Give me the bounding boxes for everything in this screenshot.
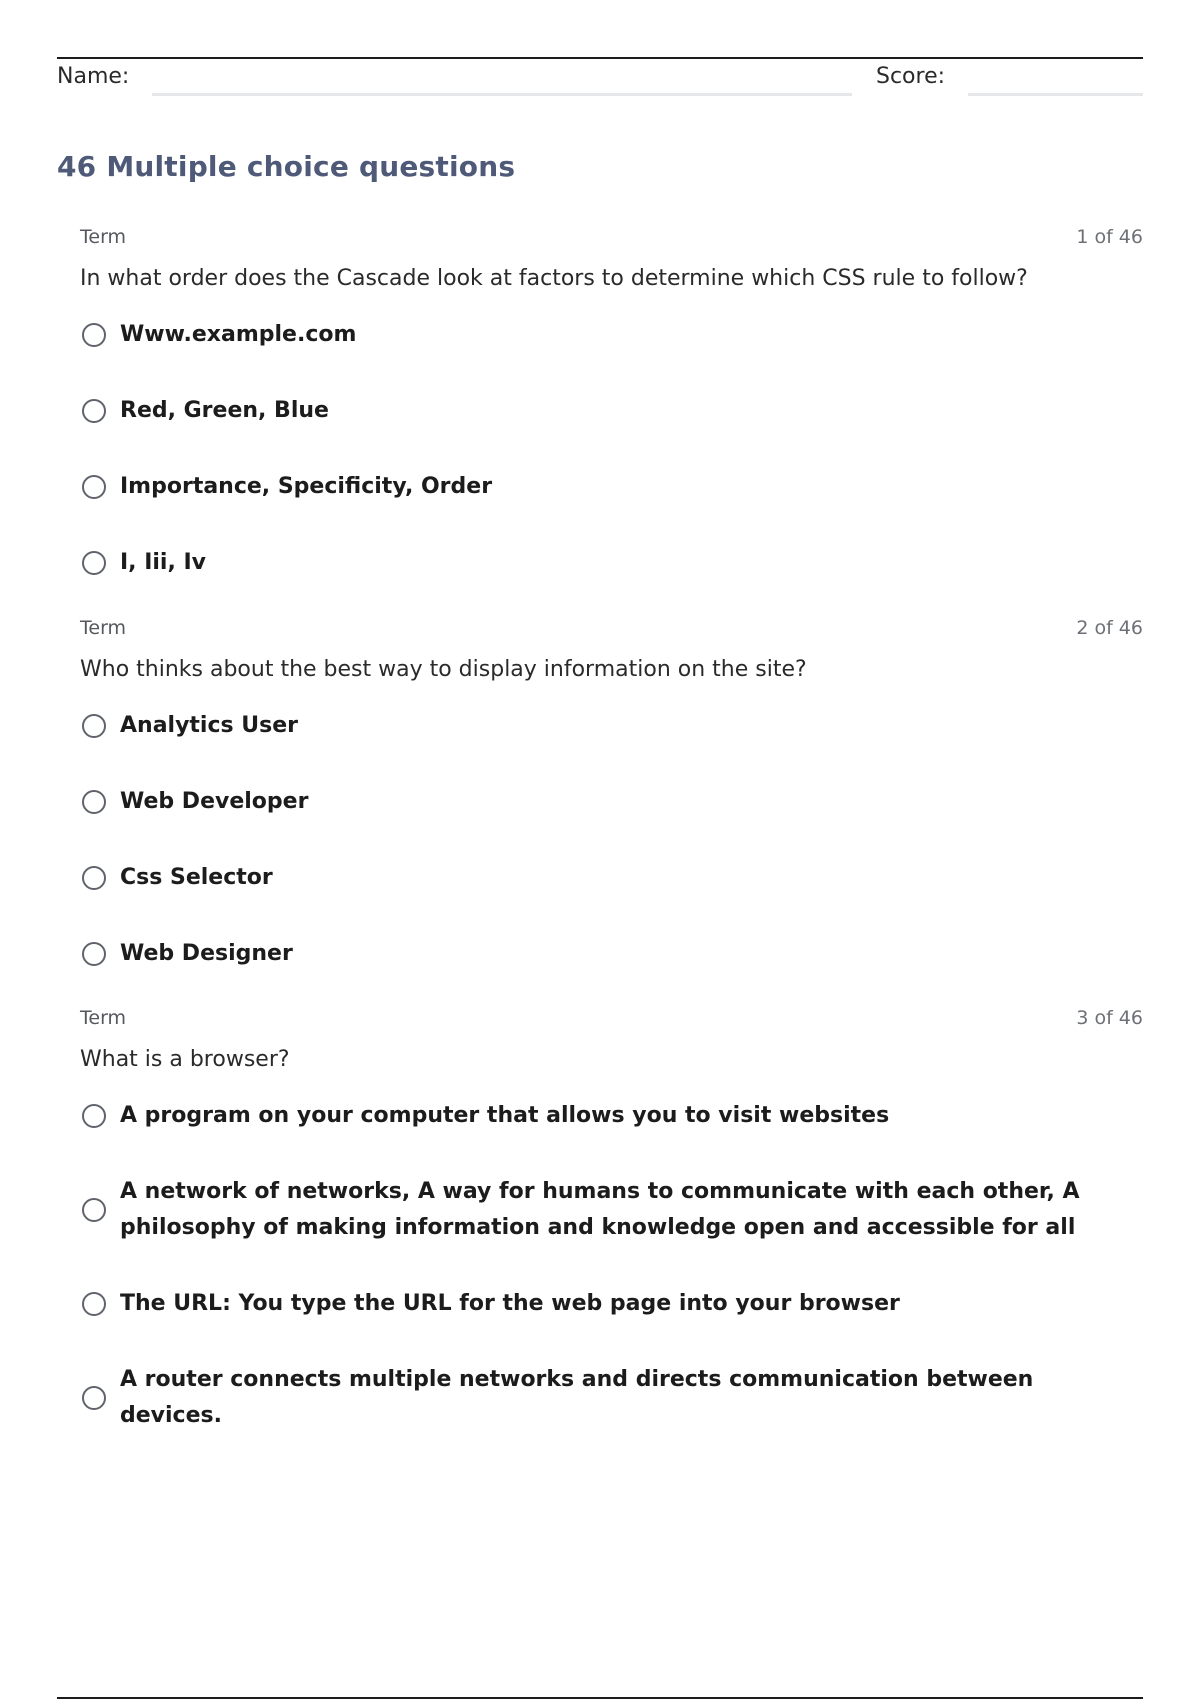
option-row[interactable] xyxy=(80,1286,1143,1322)
option-row[interactable] xyxy=(80,393,1143,429)
option-label: A network of networks, A way for humans to communicate with each other, A philosophy of making information and knowledge open and accessible for all xyxy=(120,1179,1080,1240)
section-title: 46 Multiple choice questions xyxy=(57,150,516,183)
option-row[interactable] xyxy=(80,936,1143,972)
question-2 xyxy=(80,617,1143,972)
option-label: Importance, Specificity, Order xyxy=(120,474,493,499)
option-label: Css Selector xyxy=(120,865,273,890)
question-text: In what order does the Cascade look at factors to determine which CSS rule to follow? xyxy=(80,266,1028,291)
radio-button[interactable] xyxy=(82,551,106,575)
option-row[interactable] xyxy=(80,1098,1143,1134)
question-count: 3 of 46 xyxy=(1076,1007,1143,1029)
name-label: Name: xyxy=(57,64,130,89)
question-1 xyxy=(80,226,1143,581)
question-text: Who thinks about the best way to display information on the site? xyxy=(80,657,807,682)
options-list xyxy=(80,317,1143,581)
options-list xyxy=(80,708,1143,972)
option-label: The URL: You type the URL for the web page into your browser xyxy=(120,1291,900,1316)
radio-button[interactable] xyxy=(82,942,106,966)
term-label: Term xyxy=(80,617,127,639)
question-count: 2 of 46 xyxy=(1076,617,1143,639)
option-label: Web Designer xyxy=(120,941,293,966)
option-row[interactable] xyxy=(80,317,1143,353)
radio-button[interactable] xyxy=(82,866,106,890)
score-field[interactable] xyxy=(968,93,1143,96)
option-row[interactable] xyxy=(80,860,1143,896)
radio-button[interactable] xyxy=(82,323,106,347)
question-header xyxy=(80,1007,1143,1035)
radio-button[interactable] xyxy=(82,1292,106,1316)
option-row[interactable] xyxy=(80,1362,1143,1434)
radio-button[interactable] xyxy=(82,1198,106,1222)
option-row[interactable] xyxy=(80,545,1143,581)
option-row[interactable] xyxy=(80,784,1143,820)
option-label: Analytics User xyxy=(120,713,298,738)
term-label: Term xyxy=(80,226,127,248)
option-label: I, Iii, Iv xyxy=(120,550,207,575)
question-text: What is a browser? xyxy=(80,1047,290,1072)
question-header xyxy=(80,226,1143,254)
top-rule xyxy=(57,57,1143,59)
option-label: A router connects multiple networks and directs communication between devices. xyxy=(120,1367,1034,1428)
question-count: 1 of 46 xyxy=(1076,226,1143,248)
radio-button[interactable] xyxy=(82,714,106,738)
score-label: Score: xyxy=(876,64,946,89)
option-label: A program on your computer that allows you to visit websites xyxy=(120,1103,890,1128)
option-row[interactable] xyxy=(80,469,1143,505)
radio-button[interactable] xyxy=(82,1386,106,1410)
option-label: Red, Green, Blue xyxy=(120,398,329,423)
options-list xyxy=(80,1098,1143,1434)
option-row[interactable] xyxy=(80,1174,1143,1246)
question-header xyxy=(80,617,1143,645)
option-label: Web Developer xyxy=(120,789,309,814)
option-label: Www.example.com xyxy=(120,322,357,347)
radio-button[interactable] xyxy=(82,1104,106,1128)
radio-button[interactable] xyxy=(82,475,106,499)
radio-button[interactable] xyxy=(82,790,106,814)
name-field[interactable] xyxy=(152,93,852,96)
option-row[interactable] xyxy=(80,708,1143,744)
radio-button[interactable] xyxy=(82,399,106,423)
question-3 xyxy=(80,1007,1143,1434)
term-label: Term xyxy=(80,1007,127,1029)
bottom-rule xyxy=(57,1697,1143,1699)
